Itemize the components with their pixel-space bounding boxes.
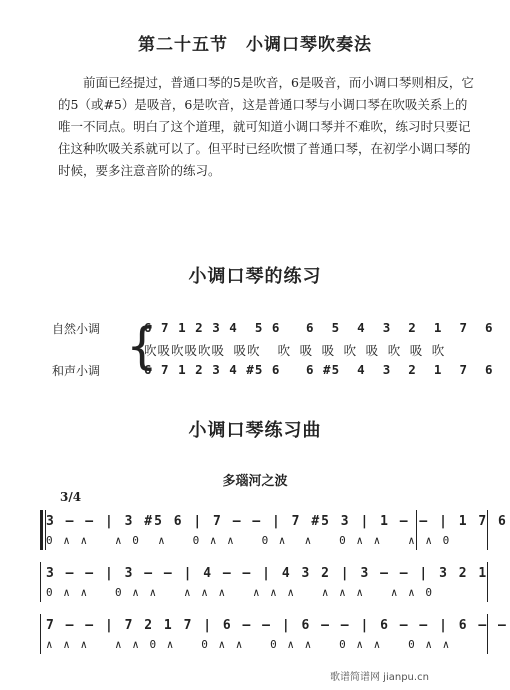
score-line-2 [40, 560, 488, 604]
watermark-footer: 歌谱简谱网 jianpu.cn [330, 672, 429, 683]
page-title: 第二十五节 小调口琴吹奏法 [138, 35, 372, 55]
natural-minor-notes: 6 7 1 2 3 4 5 6 6 5 4 3 2 1 7 6 [144, 320, 494, 335]
harmonic-minor-notes: 6 7 1 2 3 4 #5 6 6 #5 4 3 2 1 7 6 [144, 362, 494, 377]
score-line-1 [40, 508, 508, 552]
breath-row: 0 ∧ ∧ 0 ∧ ∧ ∧ ∧ ∧ ∧ ∧ ∧ ∧ ∧ ∧ ∧ ∧ 0 [46, 586, 435, 599]
notes-row: 7 — — | 7 2 1 7 | 6 — — | 6 — — | 6 — — | 6 — — [46, 618, 508, 633]
piece-title: 多瑙河之波 [222, 474, 288, 489]
intro-text: 前面已经提过，普通口琴的5是吹音，6是吸音，而小调口琴则相反，它的5（或#5）是吸音，6是吹音，这是普通口琴与小调口琴在吹吸关系上的唯一不同点。明白了这个道理，就可知道小调口琴并不难吹，练习时只要记住这种吹吸关系就可以了。但平时已经吹惯了普通口琴，在初学小调口琴的时候，要多注意音阶的练习。 [58, 75, 474, 178]
section-heading-practice: 小调口琴的练习 [188, 266, 322, 287]
breath-row: 0 ∧ ∧ ∧ 0 ∧ 0 ∧ ∧ 0 ∧ ∧ 0 ∧ ∧ ∧ ∧ 0 [46, 534, 452, 547]
breath-row: ∧ ∧ ∧ ∧ ∧ 0 ∧ 0 ∧ ∧ 0 ∧ ∧ 0 ∧ ∧ 0 ∧ ∧ [46, 638, 452, 651]
harmonic-minor-label: 和声小调 [52, 364, 101, 378]
time-signature: 3/4 [60, 490, 82, 504]
notes-row: 3 — — | 3 #5 6 | 7 — — | 7 #5 3 | 1 — — | 1 7 6 [46, 514, 508, 529]
breath-marks: 吹吸吹吸吹吸 吸吹 吹 吸 吸 吹 吸 吹 吸 吹 [144, 343, 446, 358]
score-line-3 [40, 612, 508, 656]
intro-paragraph [58, 72, 478, 182]
section-heading-etude: 小调口琴练习曲 [188, 420, 322, 441]
brace-icon: { [126, 317, 158, 375]
notes-row: 3 — — | 3 — — | 4 — — | 4 3 2 | 3 — — | 3 2 1 [46, 566, 489, 581]
scale-exercise [52, 317, 494, 382]
natural-minor-label: 自然小调 [52, 322, 101, 336]
